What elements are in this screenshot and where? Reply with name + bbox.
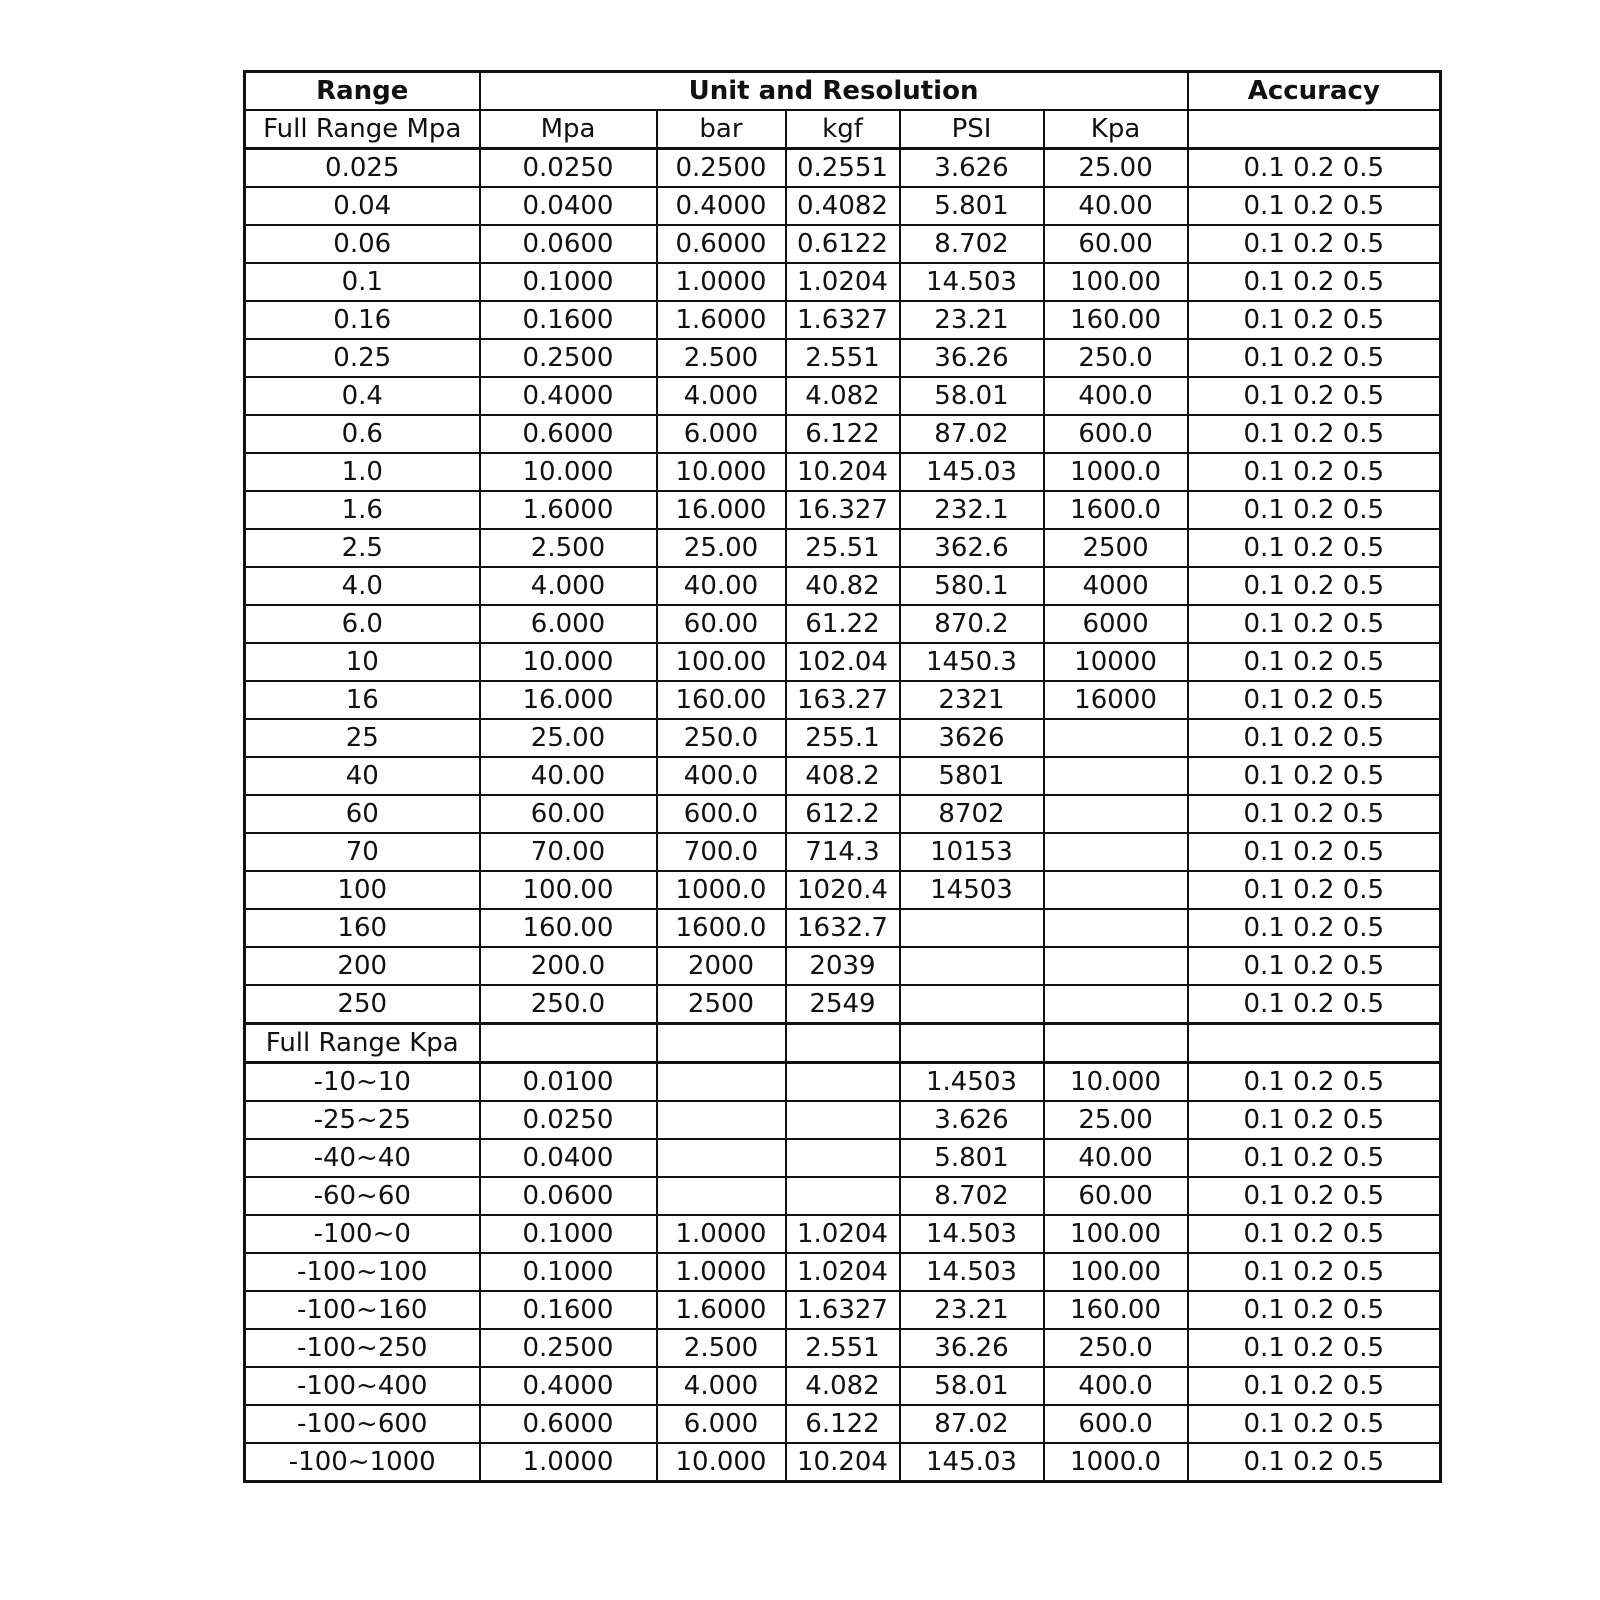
psi-cell: 36.26 — [900, 339, 1044, 377]
range-cell: 25 — [245, 719, 480, 757]
kpa-cell: 1600.0 — [1044, 491, 1188, 529]
kgf-cell: 2549 — [786, 985, 900, 1024]
kgf-cell: 1.0204 — [786, 1253, 900, 1291]
bar-cell — [657, 1139, 786, 1177]
psi-cell — [900, 947, 1044, 985]
bar-cell: 1.6000 — [657, 301, 786, 339]
table-row — [245, 491, 1441, 529]
kgf-cell: 6.122 — [786, 1405, 900, 1443]
table-row — [245, 947, 1441, 985]
table-row — [245, 529, 1441, 567]
psi-cell: 8.702 — [900, 225, 1044, 263]
bar-cell: 100.00 — [657, 643, 786, 681]
bar-cell: 60.00 — [657, 605, 786, 643]
kgf-cell — [786, 1101, 900, 1139]
kgf-cell: 1.6327 — [786, 301, 900, 339]
kpa-cell: 400.0 — [1044, 377, 1188, 415]
mpa-cell: 0.2500 — [480, 1329, 657, 1367]
range-cell: 10 — [245, 643, 480, 681]
range-cell: -100~0 — [245, 1215, 480, 1253]
table-row — [245, 1291, 1441, 1329]
psi-cell: 8.702 — [900, 1177, 1044, 1215]
kpa-cell: 4000 — [1044, 567, 1188, 605]
kpa-cell: 100.00 — [1044, 1253, 1188, 1291]
range-cell: -100~250 — [245, 1329, 480, 1367]
psi-cell: 36.26 — [900, 1329, 1044, 1367]
accuracy-cell: 0.1 0.2 0.5 — [1188, 453, 1441, 491]
kgf-cell — [786, 1139, 900, 1177]
range-cell: -25~25 — [245, 1101, 480, 1139]
mpa-cell: 40.00 — [480, 757, 657, 795]
range-cell: 4.0 — [245, 567, 480, 605]
bar-cell: 2000 — [657, 947, 786, 985]
bar-cell: 0.4000 — [657, 187, 786, 225]
psi-cell: 870.2 — [900, 605, 1044, 643]
kgf-cell: 408.2 — [786, 757, 900, 795]
kgf-cell: 25.51 — [786, 529, 900, 567]
kgf-cell: 1.6327 — [786, 1291, 900, 1329]
kpa-cell: 100.00 — [1044, 263, 1188, 301]
table-row — [245, 415, 1441, 453]
table-row — [245, 1405, 1441, 1443]
range-cell: -40~40 — [245, 1139, 480, 1177]
kpa-cell: 6000 — [1044, 605, 1188, 643]
range-cell: 0.6 — [245, 415, 480, 453]
accuracy-cell: 0.1 0.2 0.5 — [1188, 757, 1441, 795]
table-row — [245, 605, 1441, 643]
bar-cell: 250.0 — [657, 719, 786, 757]
accuracy-cell: 0.1 0.2 0.5 — [1188, 947, 1441, 985]
table-row — [245, 1253, 1441, 1291]
accuracy-cell: 0.1 0.2 0.5 — [1188, 719, 1441, 757]
bar-cell: 4.000 — [657, 377, 786, 415]
range-cell: 0.4 — [245, 377, 480, 415]
psi-cell: 23.21 — [900, 1291, 1044, 1329]
empty-cell — [1188, 1024, 1441, 1063]
specification-table — [243, 70, 1442, 1483]
mpa-cell: 0.1000 — [480, 1253, 657, 1291]
mpa-cell: 60.00 — [480, 795, 657, 833]
kgf-cell: 6.122 — [786, 415, 900, 453]
mpa-cell: 0.0400 — [480, 1139, 657, 1177]
range-cell: 0.06 — [245, 225, 480, 263]
kpa-cell: 60.00 — [1044, 1177, 1188, 1215]
mpa-cell: 0.1000 — [480, 1215, 657, 1253]
range-cell: -100~400 — [245, 1367, 480, 1405]
mpa-cell: 0.4000 — [480, 377, 657, 415]
table-row — [245, 339, 1441, 377]
accuracy-cell: 0.1 0.2 0.5 — [1188, 1139, 1441, 1177]
table-row — [245, 1367, 1441, 1405]
bar-cell: 25.00 — [657, 529, 786, 567]
kpa-cell: 25.00 — [1044, 1101, 1188, 1139]
mpa-cell: 0.0600 — [480, 1177, 657, 1215]
mpa-cell: 0.0600 — [480, 225, 657, 263]
accuracy-cell: 0.1 0.2 0.5 — [1188, 529, 1441, 567]
psi-cell: 14.503 — [900, 1253, 1044, 1291]
range-cell: 70 — [245, 833, 480, 871]
bar-cell: 1.0000 — [657, 263, 786, 301]
table-row — [245, 1139, 1441, 1177]
kpa-cell — [1044, 833, 1188, 871]
mpa-cell: 0.6000 — [480, 415, 657, 453]
kpa-cell — [1044, 871, 1188, 909]
header-row — [245, 72, 1441, 111]
table-row — [245, 833, 1441, 871]
mpa-cell: 1.0000 — [480, 1443, 657, 1482]
kgf-cell: 102.04 — [786, 643, 900, 681]
range-cell: -100~600 — [245, 1405, 480, 1443]
full-range-kpa-label: Full Range Kpa — [245, 1024, 480, 1063]
mpa-cell: 2.500 — [480, 529, 657, 567]
psi-cell: 145.03 — [900, 1443, 1044, 1482]
mpa-cell: 1.6000 — [480, 491, 657, 529]
mpa-cell: 0.1000 — [480, 263, 657, 301]
table-row — [245, 871, 1441, 909]
psi-cell: 1.4503 — [900, 1063, 1044, 1102]
kpa-cell — [1044, 757, 1188, 795]
mpa-cell: 25.00 — [480, 719, 657, 757]
range-cell: 200 — [245, 947, 480, 985]
psi-cell: 58.01 — [900, 377, 1044, 415]
kgf-cell: 1.0204 — [786, 1215, 900, 1253]
range-cell: 1.6 — [245, 491, 480, 529]
kpa-cell: 10.000 — [1044, 1063, 1188, 1102]
mpa-cell: 4.000 — [480, 567, 657, 605]
bar-cell: 6.000 — [657, 1405, 786, 1443]
accuracy-cell: 0.1 0.2 0.5 — [1188, 415, 1441, 453]
mpa-cell: 160.00 — [480, 909, 657, 947]
bar-cell: 10.000 — [657, 453, 786, 491]
psi-cell: 58.01 — [900, 1367, 1044, 1405]
range-cell: 0.1 — [245, 263, 480, 301]
table-row — [245, 1215, 1441, 1253]
accuracy-cell: 0.1 0.2 0.5 — [1188, 871, 1441, 909]
table-row — [245, 301, 1441, 339]
accuracy-cell: 0.1 0.2 0.5 — [1188, 1063, 1441, 1102]
kpa-cell: 16000 — [1044, 681, 1188, 719]
mpa-cell: 6.000 — [480, 605, 657, 643]
kgf-cell: 0.4082 — [786, 187, 900, 225]
kpa-cell: 160.00 — [1044, 301, 1188, 339]
full-range-mpa-label: Full Range Mpa — [245, 110, 480, 149]
psi-cell — [900, 985, 1044, 1024]
psi-cell: 232.1 — [900, 491, 1044, 529]
kgf-cell: 612.2 — [786, 795, 900, 833]
accuracy-cell: 0.1 0.2 0.5 — [1188, 187, 1441, 225]
accuracy-cell: 0.1 0.2 0.5 — [1188, 1177, 1441, 1215]
accuracy-cell: 0.1 0.2 0.5 — [1188, 1215, 1441, 1253]
bar-cell: 6.000 — [657, 415, 786, 453]
range-cell: -60~60 — [245, 1177, 480, 1215]
bar-cell: 4.000 — [657, 1367, 786, 1405]
psi-cell: 580.1 — [900, 567, 1044, 605]
psi-cell: 3626 — [900, 719, 1044, 757]
kpa-cell: 1000.0 — [1044, 1443, 1188, 1482]
kpa-cell: 600.0 — [1044, 1405, 1188, 1443]
kpa-cell: 10000 — [1044, 643, 1188, 681]
bar-cell: 700.0 — [657, 833, 786, 871]
bar-cell — [657, 1177, 786, 1215]
mpa-cell: 100.00 — [480, 871, 657, 909]
psi-cell: 14.503 — [900, 263, 1044, 301]
kpa-cell: 600.0 — [1044, 415, 1188, 453]
psi-cell: 5801 — [900, 757, 1044, 795]
kpa-cell — [1044, 985, 1188, 1024]
table-row — [245, 225, 1441, 263]
psi-unit-header: PSI — [900, 110, 1044, 149]
range-cell: 16 — [245, 681, 480, 719]
bar-cell — [657, 1063, 786, 1102]
accuracy-cell: 0.1 0.2 0.5 — [1188, 605, 1441, 643]
range-cell: 0.16 — [245, 301, 480, 339]
kgf-cell: 61.22 — [786, 605, 900, 643]
table-row — [245, 149, 1441, 188]
psi-cell: 14.503 — [900, 1215, 1044, 1253]
kgf-cell: 2.551 — [786, 1329, 900, 1367]
kgf-cell: 1020.4 — [786, 871, 900, 909]
range-cell: 40 — [245, 757, 480, 795]
range-cell: -100~1000 — [245, 1443, 480, 1482]
range-cell: -100~100 — [245, 1253, 480, 1291]
table-row — [245, 719, 1441, 757]
bar-cell: 2.500 — [657, 339, 786, 377]
empty-cell — [480, 1024, 657, 1063]
range-cell: 160 — [245, 909, 480, 947]
mpa-cell: 0.4000 — [480, 1367, 657, 1405]
empty-cell — [1044, 1024, 1188, 1063]
kgf-cell: 10.204 — [786, 1443, 900, 1482]
kgf-unit-header: kgf — [786, 110, 900, 149]
kgf-cell: 714.3 — [786, 833, 900, 871]
mpa-cell: 250.0 — [480, 985, 657, 1024]
accuracy-cell: 0.1 0.2 0.5 — [1188, 833, 1441, 871]
range-cell: 100 — [245, 871, 480, 909]
bar-cell: 10.000 — [657, 1443, 786, 1482]
accuracy-cell: 0.1 0.2 0.5 — [1188, 909, 1441, 947]
empty-cell — [900, 1024, 1044, 1063]
kpa-cell: 60.00 — [1044, 225, 1188, 263]
empty-cell — [657, 1024, 786, 1063]
table-row — [245, 1063, 1441, 1102]
bar-cell: 1.0000 — [657, 1215, 786, 1253]
accuracy-subheader-cell — [1188, 110, 1441, 149]
table-row — [245, 985, 1441, 1024]
table-row — [245, 1101, 1441, 1139]
accuracy-cell: 0.1 0.2 0.5 — [1188, 985, 1441, 1024]
accuracy-cell: 0.1 0.2 0.5 — [1188, 491, 1441, 529]
kpa-cell: 100.00 — [1044, 1215, 1188, 1253]
kgf-cell: 0.2551 — [786, 149, 900, 188]
bar-cell: 0.6000 — [657, 225, 786, 263]
table-row — [245, 757, 1441, 795]
bar-cell: 400.0 — [657, 757, 786, 795]
kpa-cell: 400.0 — [1044, 1367, 1188, 1405]
range-cell: 0.04 — [245, 187, 480, 225]
range-cell: 1.0 — [245, 453, 480, 491]
accuracy-cell: 0.1 0.2 0.5 — [1188, 1253, 1441, 1291]
kgf-cell: 4.082 — [786, 377, 900, 415]
mpa-unit-header: Mpa — [480, 110, 657, 149]
mpa-cell: 0.0400 — [480, 187, 657, 225]
mpa-cell: 0.1600 — [480, 1291, 657, 1329]
psi-cell: 10153 — [900, 833, 1044, 871]
range-cell: 250 — [245, 985, 480, 1024]
kpa-cell — [1044, 947, 1188, 985]
kgf-cell: 255.1 — [786, 719, 900, 757]
kpa-cell: 25.00 — [1044, 149, 1188, 188]
psi-cell: 145.03 — [900, 453, 1044, 491]
kgf-cell: 16.327 — [786, 491, 900, 529]
empty-cell — [786, 1024, 900, 1063]
accuracy-cell: 0.1 0.2 0.5 — [1188, 795, 1441, 833]
table-row — [245, 909, 1441, 947]
bar-cell: 1.6000 — [657, 1291, 786, 1329]
bar-cell: 2.500 — [657, 1329, 786, 1367]
mpa-cell: 10.000 — [480, 643, 657, 681]
accuracy-cell: 0.1 0.2 0.5 — [1188, 301, 1441, 339]
accuracy-cell: 0.1 0.2 0.5 — [1188, 377, 1441, 415]
bar-cell: 40.00 — [657, 567, 786, 605]
psi-cell: 3.626 — [900, 1101, 1044, 1139]
bar-cell: 0.2500 — [657, 149, 786, 188]
table-row — [245, 1177, 1441, 1215]
kpa-cell: 2500 — [1044, 529, 1188, 567]
kpa-cell — [1044, 719, 1188, 757]
kgf-cell: 163.27 — [786, 681, 900, 719]
bar-cell: 1600.0 — [657, 909, 786, 947]
accuracy-cell: 0.1 0.2 0.5 — [1188, 1329, 1441, 1367]
mpa-cell: 70.00 — [480, 833, 657, 871]
kpa-cell — [1044, 795, 1188, 833]
table-row — [245, 1329, 1441, 1367]
accuracy-cell: 0.1 0.2 0.5 — [1188, 225, 1441, 263]
mpa-cell: 10.000 — [480, 453, 657, 491]
accuracy-cell: 0.1 0.2 0.5 — [1188, 1367, 1441, 1405]
bar-cell: 16.000 — [657, 491, 786, 529]
bar-cell: 1000.0 — [657, 871, 786, 909]
accuracy-cell: 0.1 0.2 0.5 — [1188, 1443, 1441, 1482]
kpa-cell: 40.00 — [1044, 1139, 1188, 1177]
kpa-cell: 250.0 — [1044, 1329, 1188, 1367]
psi-cell: 3.626 — [900, 149, 1044, 188]
kgf-cell: 10.204 — [786, 453, 900, 491]
table-row — [245, 643, 1441, 681]
psi-cell: 362.6 — [900, 529, 1044, 567]
table-row — [245, 377, 1441, 415]
kpa-section-row — [245, 1024, 1441, 1063]
mpa-cell: 0.6000 — [480, 1405, 657, 1443]
kpa-cell: 1000.0 — [1044, 453, 1188, 491]
bar-cell: 2500 — [657, 985, 786, 1024]
accuracy-cell: 0.1 0.2 0.5 — [1188, 567, 1441, 605]
range-cell: 0.025 — [245, 149, 480, 188]
accuracy-header: Accuracy — [1188, 72, 1441, 111]
psi-cell: 1450.3 — [900, 643, 1044, 681]
accuracy-cell: 0.1 0.2 0.5 — [1188, 1101, 1441, 1139]
kpa-cell — [1044, 909, 1188, 947]
psi-cell — [900, 909, 1044, 947]
bar-cell — [657, 1101, 786, 1139]
range-cell: -100~160 — [245, 1291, 480, 1329]
bar-cell: 600.0 — [657, 795, 786, 833]
mpa-cell: 0.1600 — [480, 301, 657, 339]
bar-unit-header: bar — [657, 110, 786, 149]
kgf-cell: 0.6122 — [786, 225, 900, 263]
accuracy-cell: 0.1 0.2 0.5 — [1188, 1405, 1441, 1443]
range-cell: 0.25 — [245, 339, 480, 377]
accuracy-cell: 0.1 0.2 0.5 — [1188, 149, 1441, 188]
accuracy-cell: 0.1 0.2 0.5 — [1188, 1291, 1441, 1329]
accuracy-cell: 0.1 0.2 0.5 — [1188, 263, 1441, 301]
kpa-cell: 40.00 — [1044, 187, 1188, 225]
table-row — [245, 453, 1441, 491]
psi-cell: 5.801 — [900, 187, 1044, 225]
range-header: Range — [245, 72, 480, 111]
kgf-cell: 1632.7 — [786, 909, 900, 947]
range-cell: 2.5 — [245, 529, 480, 567]
table-row — [245, 795, 1441, 833]
table-row — [245, 187, 1441, 225]
kgf-cell: 2039 — [786, 947, 900, 985]
kgf-cell: 4.082 — [786, 1367, 900, 1405]
psi-cell: 87.02 — [900, 415, 1044, 453]
kgf-cell — [786, 1177, 900, 1215]
range-cell: 6.0 — [245, 605, 480, 643]
kpa-unit-header: Kpa — [1044, 110, 1188, 149]
accuracy-cell: 0.1 0.2 0.5 — [1188, 681, 1441, 719]
subheader-row — [245, 110, 1441, 149]
accuracy-cell: 0.1 0.2 0.5 — [1188, 339, 1441, 377]
table-row — [245, 1443, 1441, 1482]
mpa-cell: 200.0 — [480, 947, 657, 985]
kgf-cell: 40.82 — [786, 567, 900, 605]
bar-cell: 1.0000 — [657, 1253, 786, 1291]
accuracy-cell: 0.1 0.2 0.5 — [1188, 643, 1441, 681]
table-row — [245, 263, 1441, 301]
mpa-cell: 0.0100 — [480, 1063, 657, 1102]
psi-cell: 14503 — [900, 871, 1044, 909]
psi-cell: 5.801 — [900, 1139, 1044, 1177]
kpa-cell: 160.00 — [1044, 1291, 1188, 1329]
mpa-cell: 0.2500 — [480, 339, 657, 377]
psi-cell: 8702 — [900, 795, 1044, 833]
kgf-cell — [786, 1063, 900, 1102]
psi-cell: 2321 — [900, 681, 1044, 719]
mpa-cell: 16.000 — [480, 681, 657, 719]
kgf-cell: 1.0204 — [786, 263, 900, 301]
table-row — [245, 567, 1441, 605]
range-cell: -10~10 — [245, 1063, 480, 1102]
range-cell: 60 — [245, 795, 480, 833]
mpa-cell: 0.0250 — [480, 1101, 657, 1139]
kpa-cell: 250.0 — [1044, 339, 1188, 377]
psi-cell: 87.02 — [900, 1405, 1044, 1443]
psi-cell: 23.21 — [900, 301, 1044, 339]
bar-cell: 160.00 — [657, 681, 786, 719]
unit-and-resolution-header: Unit and Resolution — [480, 72, 1188, 111]
kgf-cell: 2.551 — [786, 339, 900, 377]
table-row — [245, 681, 1441, 719]
mpa-cell: 0.0250 — [480, 149, 657, 188]
